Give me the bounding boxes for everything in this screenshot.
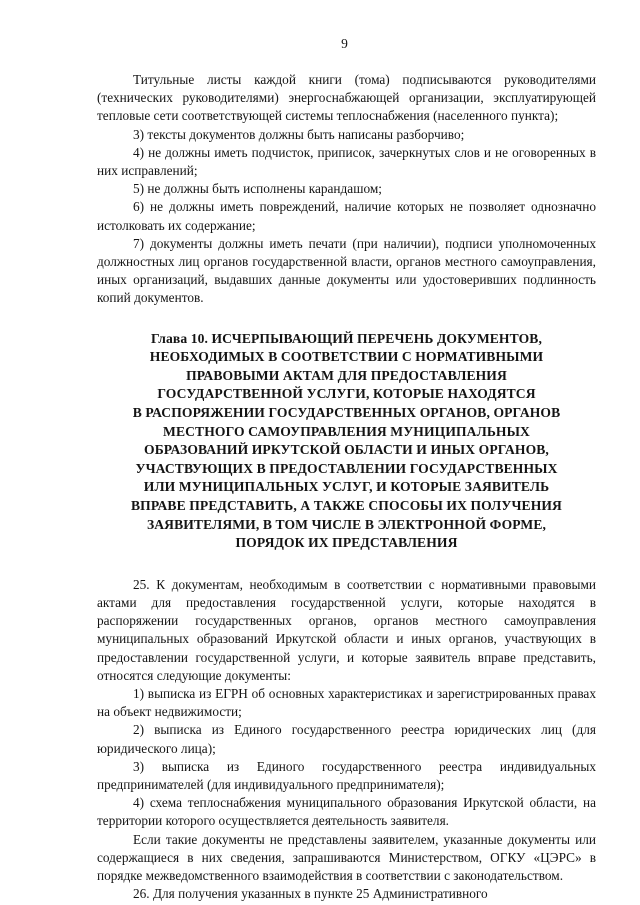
paragraph-26: 26. Для получения указанных в пункте 25 Административного bbox=[133, 886, 488, 902]
chapter-heading-line: МЕСТНОГО САМОУПРАВЛЕНИЯ МУНИЦИПАЛЬНЫХ bbox=[163, 423, 530, 439]
chapter-heading-line: В РАСПОРЯЖЕНИИ ГОСУДАРСТВЕННЫХ ОРГАНОВ, ОРГАНОВ bbox=[132, 405, 561, 421]
paragraph-title-sheets: Титульные листы каждой книги (тома) подписываются руководителями (технических руководителями) энергоснабжающей организации, эксплуатирующей тепловые сети соответствующей системы теплоснабжения (населенного пункта); bbox=[97, 72, 596, 124]
paragraph-item-3: 3) тексты документов должны быть написаны разборчиво; bbox=[133, 126, 465, 142]
paragraph-25: 25. К документам, необходимым в соответствии с нормативными правовыми актами для предоставления государственной услуги, которые находятся в распоряжении государственных органов, органов местного самоуправления муниципальных образований Иркутской области и иных органов, участвующих в предоставлении государственной услуги, и которые заявитель вправе представить, относятся следующие документы: bbox=[97, 576, 596, 683]
documents-list-block bbox=[97, 576, 596, 904]
requirements-block bbox=[97, 71, 596, 308]
chapter-heading-line: УЧАСТВУЮЩИХ В ПРЕДОСТАВЛЕНИИ ГОСУДАРСТВЕННЫХ bbox=[135, 460, 558, 476]
chapter-heading-line: ПРАВОВЫМИ АКТАМ ДЛЯ ПРЕДОСТАВЛЕНИЯ bbox=[186, 367, 507, 383]
paragraph-interagency-request: Если такие документы не представлены заявителем, указанные документы или содержащиеся в них сведения, запрашиваются Министерством, ОГКУ «ЦЭРС» в порядке межведомственного взаимодействия в соответствии с законодательством. bbox=[97, 831, 596, 884]
paragraph-item-6: 6) не должны иметь повреждений, наличие которых не позволяет однозначно истолковать их содержание; bbox=[97, 199, 596, 233]
paragraph-item-7: 7) документы должны иметь печати (при наличии), подписи уполномоченных должностных лиц органов государственной власти, органов местного самоуправления, иных организаций, выдавших данные документы или удостоверивших подлинность копий документов. bbox=[97, 235, 596, 306]
chapter-heading-line: ИЛИ МУНИЦИПАЛЬНЫХ УСЛУГ, И КОТОРЫЕ ЗАЯВИТЕЛЬ bbox=[143, 479, 550, 495]
paragraph-item-5: 5) не должны быть исполнены карандашом; bbox=[133, 181, 382, 197]
chapter-heading-line: НЕОБХОДИМЫХ В СООТВЕТСТВИИ С НОРМАТИВНЫМИ bbox=[149, 349, 544, 365]
chapter-heading-line: ПОРЯДОК ИХ ПРЕДСТАВЛЕНИЯ bbox=[235, 535, 458, 551]
chapter-heading-line: ВПРАВЕ ПРЕДСТАВИТЬ, А ТАКЖЕ СПОСОБЫ ИХ ПОЛУЧЕНИЯ bbox=[131, 497, 562, 513]
chapter-heading bbox=[97, 330, 596, 553]
chapter-heading-line: ЗАЯВИТЕЛЯМИ, В ТОМ ЧИСЛЕ В ЭЛЕКТРОННОЙ ФОРМЕ, bbox=[146, 516, 547, 532]
chapter-heading-line: ОБРАЗОВАНИЙ ИРКУТСКОЙ ОБЛАСТИ И ИНЫХ ОРГАНОВ, bbox=[144, 442, 549, 458]
chapter-heading-line: ГОСУДАРСТВЕННОЙ УСЛУГИ, КОТОРЫЕ НАХОДЯТСЯ bbox=[157, 386, 536, 402]
page-number: 9 bbox=[341, 36, 348, 51]
paragraph-list-item-4: 4) схема теплоснабжения муниципального образования Иркутской области, на территории которого осуществляется деятельность заявителя. bbox=[97, 795, 596, 829]
paragraph-list-item-2: 2) выписка из Единого государственного реестра юридических лиц (для юридического лица); bbox=[97, 722, 596, 756]
chapter-heading-line: Глава 10. ИСЧЕРПЫВАЮЩИЙ ПЕРЕЧЕНЬ ДОКУМЕНТОВ, bbox=[151, 330, 542, 346]
paragraph-item-4: 4) не должны иметь подчисток, приписок, зачеркнутых слов и не оговоренных в них исправлений; bbox=[97, 144, 596, 179]
paragraph-list-item-3: 3) выписка из Единого государственного реестра индивидуальных предпринимателей (для индивидуального предпринимателя); bbox=[97, 758, 596, 792]
paragraph-list-item-1: 1) выписка из ЕГРН об основных характеристиках и зарегистрированных правах на объект недвижимости; bbox=[97, 685, 596, 720]
